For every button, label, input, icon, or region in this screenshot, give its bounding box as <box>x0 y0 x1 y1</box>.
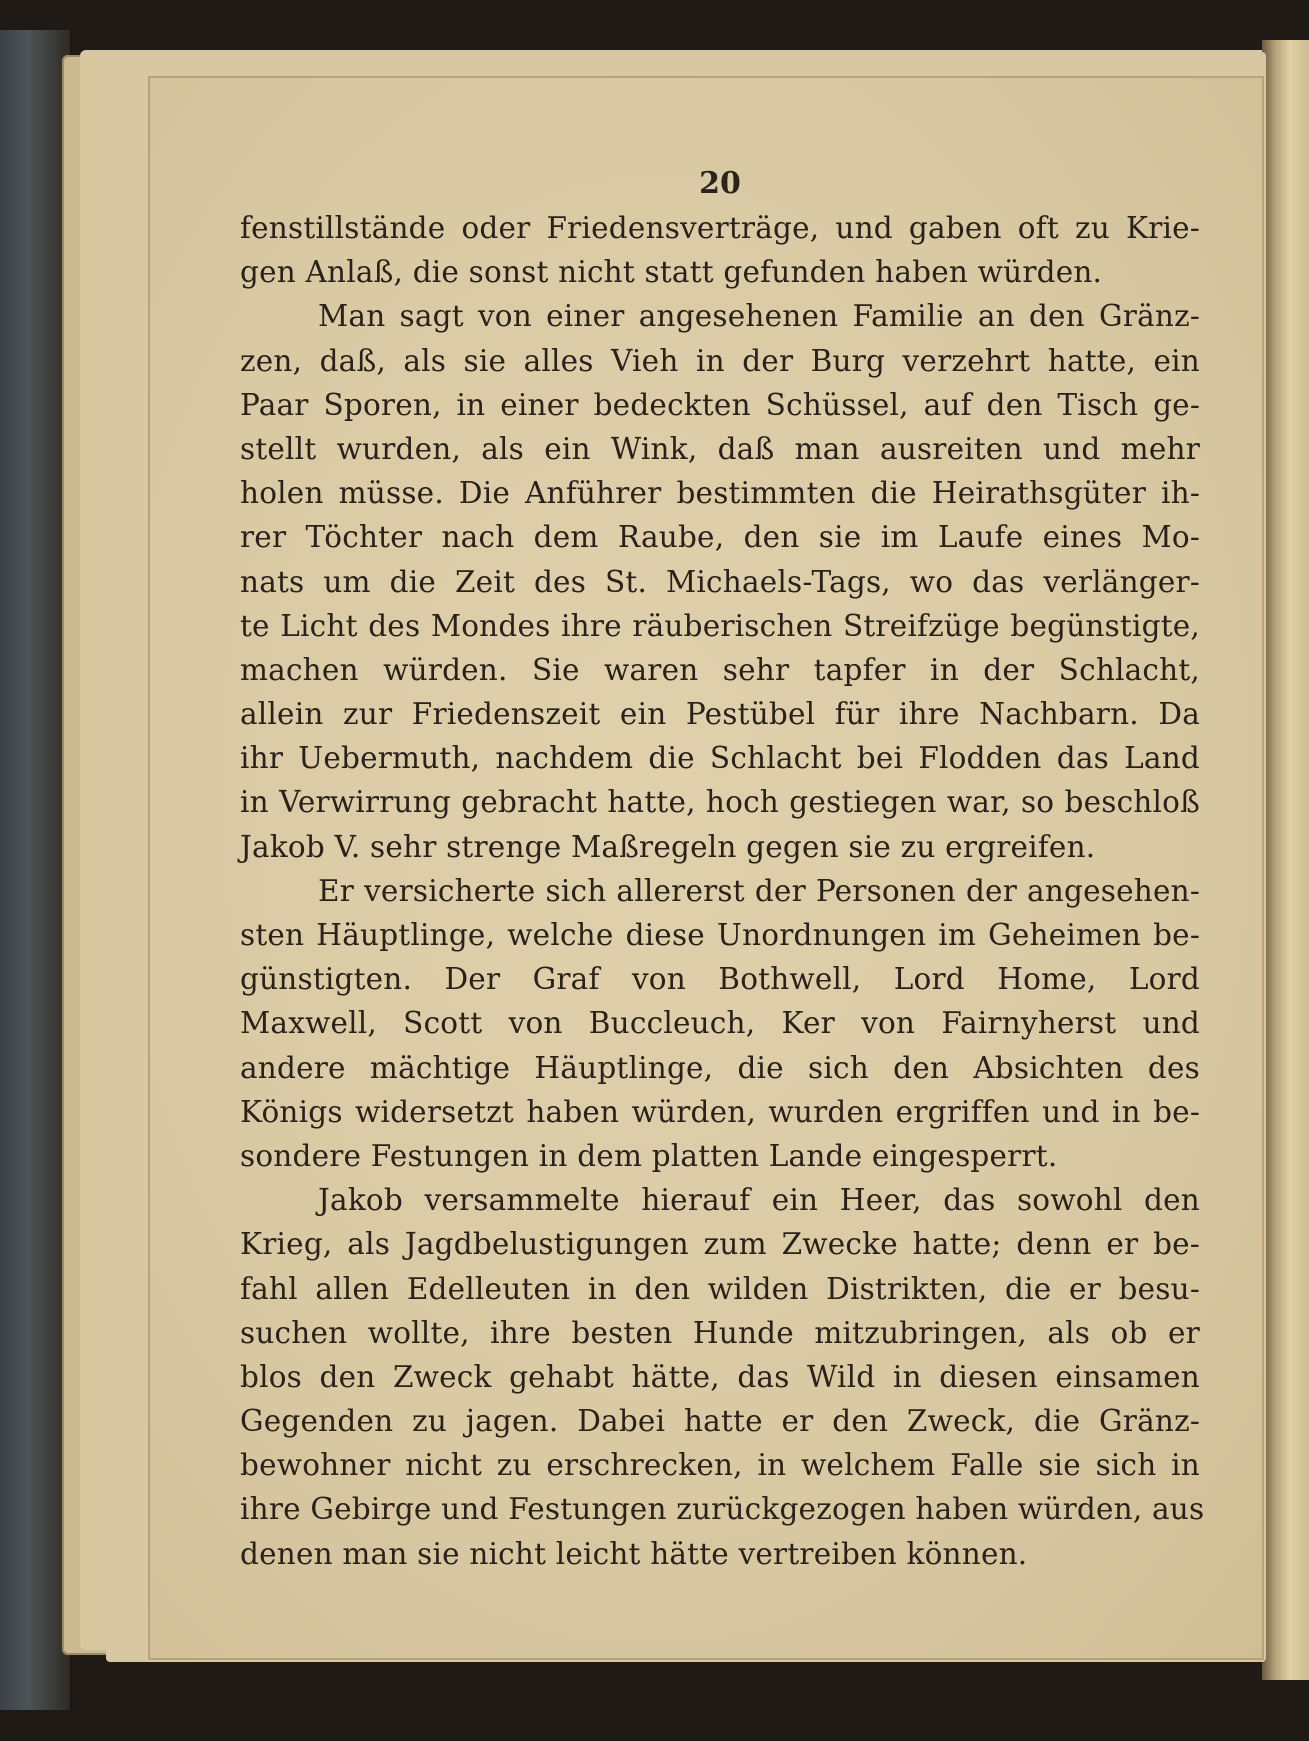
page-number: 20 <box>699 166 741 201</box>
text-line: allein zur Friedenszeit ein Pestübel für ihre Nachbarn. Da <box>240 697 1200 732</box>
text-line: bewohner nicht zu erschrecken, in welchem Falle sie sich in <box>240 1448 1200 1483</box>
text-line: andere mächtige Häuptlinge, die sich den Absichten des <box>240 1050 1200 1085</box>
text-line: machen würden. Sie waren sehr tapfer in der Schlacht, <box>240 652 1200 687</box>
text-line: blos den Zweck gehabt hätte, das Wild in diesen einsamen <box>240 1359 1200 1394</box>
text-line: denen man sie nicht leicht hätte vertreiben können. <box>240 1536 1028 1571</box>
text-line: Jakob V. sehr strenge Maßregeln gegen sie zu ergreifen. <box>240 829 1096 864</box>
text-line: Jakob versammelte hierauf ein Heer, das sowohl den <box>318 1183 1200 1218</box>
text-line: in Verwirrung gebracht hatte, hoch gestiegen war, so beschloß <box>240 785 1200 820</box>
text-line: gen Anlaß, die sonst nicht statt gefunden haben würden. <box>240 255 1103 290</box>
text-line: stellt wurden, als ein Wink, daß man ausreiten und mehr <box>240 431 1200 466</box>
text-line: ihre Gebirge und Festungen zurückgezogen haben würden, aus <box>240 1492 1205 1527</box>
text-line: suchen wollte, ihre besten Hunde mitzubringen, als ob er <box>240 1315 1200 1350</box>
book-right-edge <box>1262 40 1309 1680</box>
text-line: zen, daß, als sie alles Vieh in der Burg verzehrt hatte, ein <box>240 343 1200 378</box>
text-line: te Licht des Mondes ihre räuberischen Streifzüge begünstigte, <box>240 608 1200 643</box>
text-line: sten Häuptlinge, welche diese Unordnungen im Geheimen be- <box>240 918 1200 952</box>
text-line: Krieg, als Jagdbelustigungen zum Zwecke hatte; denn er be- <box>240 1227 1200 1262</box>
text-line: Gegenden zu jagen. Dabei hatte er den Zweck, die Gränz- <box>240 1404 1200 1439</box>
text-line: fenstillstände oder Friedensverträge, und gaben oft zu Krie- <box>240 211 1200 245</box>
text-line: ihr Uebermuth, nachdem die Schlacht bei Flodden das Land <box>240 741 1200 776</box>
text-line: Man sagt von einer angesehenen Familie an den Gränz- <box>318 299 1200 334</box>
text-line: günstigten. Der Graf von Bothwell, Lord Home, Lord <box>240 962 1200 997</box>
page-text <box>240 206 1205 1576</box>
text-line: Königs widersetzt haben würden, wurden ergriffen und in be- <box>240 1094 1200 1129</box>
text-line: sondere Festungen in dem platten Lande eingesperrt. <box>240 1138 1058 1173</box>
text-line: nats um die Zeit des St. Michaels-Tags, wo das verlänger- <box>240 564 1200 599</box>
text-line: rer Töchter nach dem Raube, den sie im Laufe eines Mo- <box>240 520 1200 555</box>
text-line: Er versicherte sich allererst der Personen der angesehen- <box>318 873 1200 908</box>
text-line: holen müsse. Die Anführer bestimmten die Heirathsgüter ih- <box>240 476 1200 511</box>
text-line: Maxwell, Scott von Buccleuch, Ker von Fairnyherst und <box>240 1006 1200 1041</box>
text-line: fahl allen Edelleuten in den wilden Distrikten, die er besu- <box>240 1271 1200 1306</box>
text-line: Paar Sporen, in einer bedeckten Schüssel, auf den Tisch ge- <box>240 387 1200 422</box>
